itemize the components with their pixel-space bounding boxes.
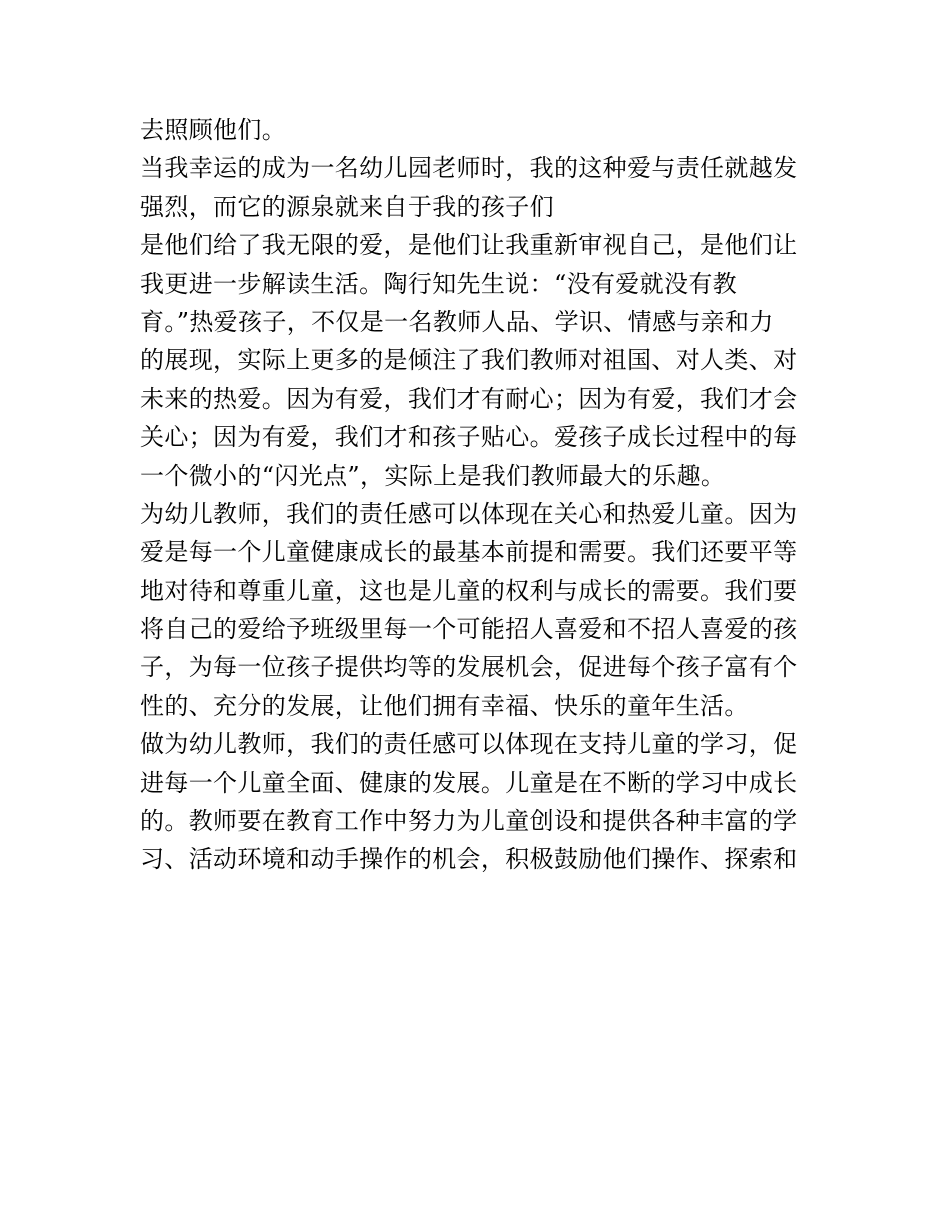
text-line-20: 习、活动环境和动手操作的机会，积极鼓励他们操作、探索和 [140, 845, 798, 874]
text-line-10: 一个微小的“闪光点”，实际上是我们教师最大的乐趣。 [140, 461, 726, 490]
text-line-14: 将自己的爱给予班级里每一个可能招人喜爱和不招人喜爱的孩 [140, 615, 798, 644]
text-line-18: 进每一个儿童全面、健康的发展。儿童是在不断的学习中成长 [140, 768, 798, 797]
text-line-13: 地对待和尊重儿童，这也是儿童的权利与成长的需要。我们要 [140, 576, 798, 605]
text-line-3: 强烈，而它的源泉就来自于我的孩子们 [140, 192, 554, 221]
text-line-9: 关心；因为有爱，我们才和孩子贴心。爱孩子成长过程中的每 [140, 423, 798, 452]
text-line-1: 去照顾他们。 [140, 116, 287, 144]
text-line-19: 的。教师要在教育工作中努力为儿童创设和提供各种丰富的学 [140, 807, 798, 836]
text-line-2: 当我幸运的成为一名幼儿园老师时，我的这种爱与责任就越发 [140, 154, 798, 183]
body-text [140, 111, 820, 879]
text-line-6: 育。”热爱孩子，不仅是一名教师人品、学识、情感与亲和力 [140, 307, 774, 336]
text-line-11: 为幼儿教师，我们的责任感可以体现在关心和热爱儿童。因为 [140, 499, 798, 528]
text-line-4: 是他们给了我无限的爱，是他们让我重新审视自己，是他们让 [140, 231, 798, 260]
text-line-7: 的展现，实际上更多的是倾注了我们教师对祖国、对人类、对 [140, 346, 798, 375]
text-line-5: 我更进一步解读生活。陶行知先生说：“没有爱就没有教 [140, 269, 738, 298]
text-line-16: 性的、充分的发展，让他们拥有幸福、快乐的童年生活。 [140, 691, 749, 720]
text-line-17: 做为幼儿教师，我们的责任感可以体现在支持儿童的学习，促 [140, 730, 798, 759]
text-line-8: 未来的热爱。因为有爱，我们才有耐心；因为有爱，我们才会 [140, 384, 798, 413]
text-line-12: 爱是每一个儿童健康成长的最基本前提和需要。我们还要平等 [140, 538, 798, 567]
text-line-15: 子，为每一位孩子提供均等的发展机会，促进每个孩子富有个 [140, 653, 798, 682]
